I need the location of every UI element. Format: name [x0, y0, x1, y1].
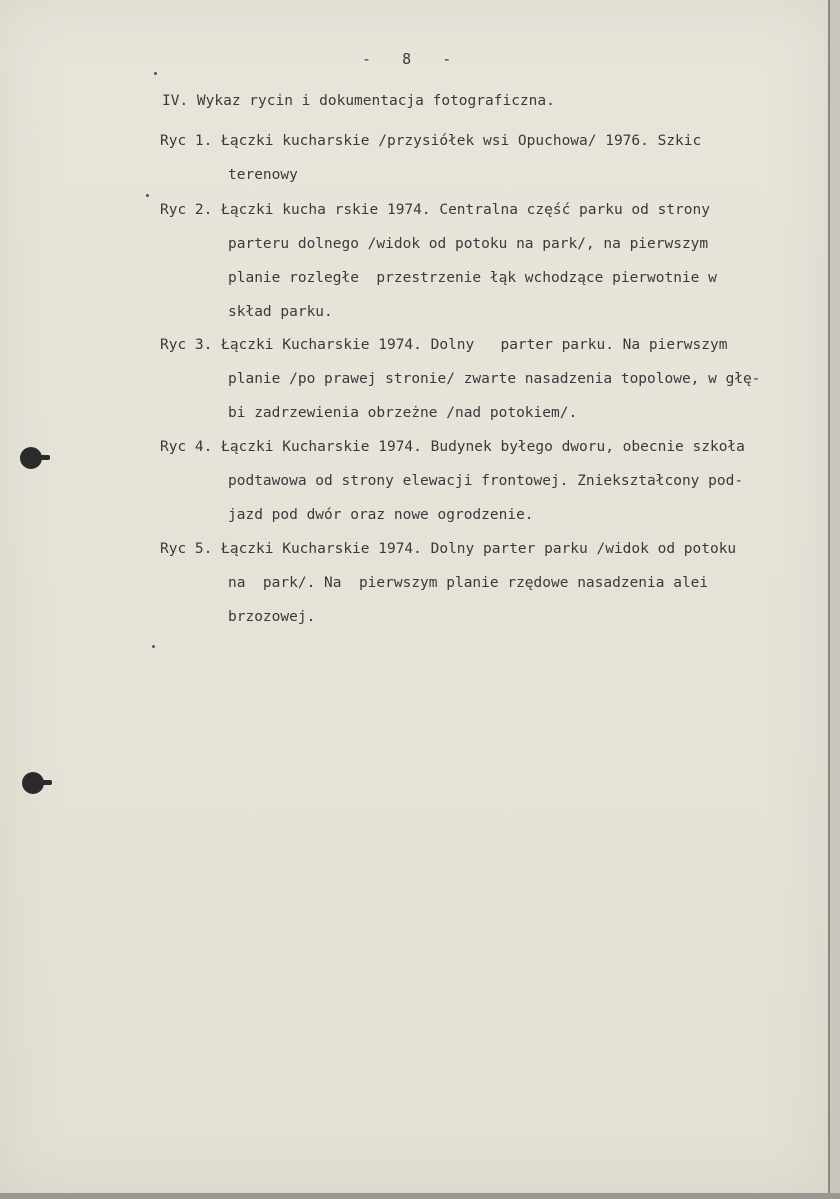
entry-line: podtawowa od strony elewacji frontowej. Zniekształcony pod-	[228, 473, 744, 489]
figure-entry-3	[160, 335, 828, 437]
entry-line: skład parku.	[228, 304, 333, 320]
entry-line: jazd pod dwór oraz nowe ogrodzenie.	[228, 507, 534, 523]
scan-edge-right	[830, 0, 840, 1199]
figure-entry-1	[160, 131, 828, 199]
figure-entry-5	[160, 539, 828, 641]
punch-hole-bottom	[22, 772, 44, 794]
figure-entry-2	[160, 200, 828, 336]
speck	[154, 72, 157, 75]
speck	[146, 194, 149, 197]
speck	[152, 645, 155, 648]
entry-line: Ryc 3. Łączki Kucharskie 1974. Dolny parter parku. Na pierwszym	[160, 337, 728, 353]
entry-line: planie /po prawej stronie/ zwarte nasadzenia topolowe, w głę-	[228, 371, 761, 387]
figure-entry-4	[160, 437, 828, 539]
entry-line: Ryc 2. Łączki kucha rskie 1974. Centralna część parku od strony	[160, 202, 710, 218]
entry-line: Ryc 5. Łączki Kucharskie 1974. Dolny parter parku /widok od potoku	[160, 541, 737, 557]
punch-hole-top	[20, 447, 42, 469]
scan-edge-bottom	[0, 1193, 840, 1199]
page-number: - 8 -	[362, 50, 453, 68]
entry-line: Ryc 4. Łączki Kucharskie 1974. Budynek byłego dworu, obecnie szkoła	[160, 439, 745, 455]
section-heading: IV. Wykaz rycin i dokumentacja fotograficzna.	[162, 93, 555, 109]
entry-line: Ryc 1. Łączki kucharskie /przysiółek wsi Opuchowa/ 1976. Szkic	[160, 133, 702, 149]
entry-line: parteru dolnego /widok od potoku na park/, na pierwszym	[228, 236, 709, 252]
entry-line: na park/. Na pierwszym planie rzędowe nasadzenia alei	[228, 575, 709, 591]
entry-line: brzozowej.	[228, 609, 316, 625]
entry-line: terenowy	[228, 167, 298, 183]
entry-line: bi zadrzewienia obrzeżne /nad potokiem/.	[228, 405, 578, 421]
entry-line: planie rozległe przestrzenie łąk wchodzące pierwotnie w	[228, 270, 717, 286]
